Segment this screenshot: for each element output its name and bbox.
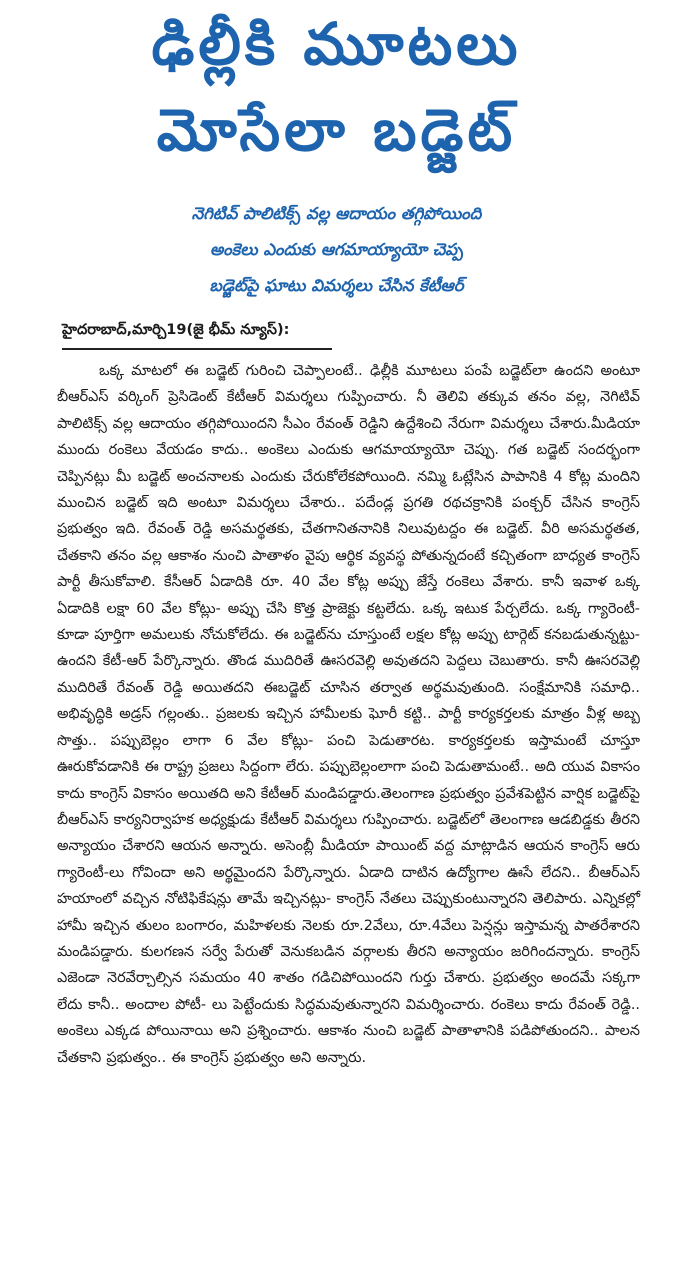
subheadline: అంకెలు ఎందుకు ఆగమాయ్యాయో చెప్ప [210,240,463,259]
dateline: హైదరాబాద్,మార్చి19(జై భీమ్ న్యూస్): [62,322,332,350]
headline-line-2: మోసేలా బడ్జెట్ [156,96,517,164]
subheadline-block [0,196,673,304]
subheadline: బడ్జెట్‌పై ఘాటు విమర్శలు చేసిన కేటీఆర్ [209,276,464,295]
article-body: ఒక్క మాటలో ఈ బడ్జెట్ గురించి చెప్పాలంటే.. ఢిల్లీకి మూటలు పంపే బడ్జెట్‌లా ఉందని అంటూ బీఆర్ఎస్ వర్కింగ్ ప్రెసిడెంట్ కేటీఆర్ విమర్శలు గుప్పించారు. నీ తెలివి తక్కువ తనం వల్ల, నెగిటివ్ పాలిటిక్స్ వల్ల ఆదాయం తగ్గిపోయిందని సీఎం రేవంత్ రెడ్డిని ఉద్దేశించి నేరుగా విమర్శలు చేశారు.మీడియా ముందు రంకెలు వేయడం కాదు.. అంకెలు ఎందుకు ఆగమాయ్యాయో చెప్పు. గత బడ్జెట్ సందర్భంగా చెప్పినట్లు మీ బడ్జెట్ అంచనాలకు ఎందుకు చేరుకోలేకపోయింది. నమ్మి ఓట్లేసిన పాపానికి 4 కోట్ల మందిని ముంచిన బడ్జెట్ ఇది అంటూ విమర్శలు చేశారు.. పదేండ్ల ప్రగతి రథచక్రానికి పంక్చర్ చేసిన కాంగ్రెస్ ప్రభుత్వం ఇది. రేవంత్ రెడ్డి అసమర్థతకు, చేతగానితనానికి నిలువుటద్దం ఈ బడ్జెట్. వీరి అసమర్థతత, చేతకాని తనం వల్ల ఆకాశం నుంచి పాతాళం వైపు ఆర్థిక వ్యవస్థ పోతున్నదంటే కచ్చితంగా బాధ్యత కాంగ్రెస్ పార్టీ తీసుకోవాలి. కేసీఆర్ ఏడాదికి రూ. 40 వేల కోట్ల అప్పు జేస్తే రంకెలు వేశారు. కానీ ఇవాళ ఒక్క ఏడాదికి లక్షా 60 వేల కోట్లు- అప్పు చేసి కొత్త ప్రాజెక్టు కట్టలేదు. ఒక్క ఇటుక పేర్చలేదు. ఒక్క గ్యారెంటీ- కూడా పూర్తిగా అమలుకు నోచుకోలేదు. ఈ బడ్జెట్‌ను చూస్తుంటే లక్షల కోట్ల అప్పు టార్గెట్ కనబడుతున్నట్టు- ఉందని కేటీ-ఆర్ పేర్కొన్నారు. తొండ ముదిరితే ఊసరవెల్లి అవుతదని పెద్దలు చెబుతారు. కానీ ఊసరవెల్లి ముదిరితే రేవంత్ రెడ్డి అయితదని ఈబడ్జెట్ చూసిన తర్వాత అర్థమవుతుంది. సంక్షేమానికి సమాధి.. అభివృద్ధికి అడ్రస్ గల్లంతు.. ప్రజలకు ఇచ్చిన హామీలకు ఘోరీ కట్టి.. పార్టీ కార్యకర్తలకు మాత్రం వీళ్ల అబ్బ సొత్తు.. పప్పుబెల్లం లాగా 6 వేల కోట్లు- పంచి పెడుతారట. కార్యకర్తలకు ఇస్తామంటే చూస్తూ ఊరుకోవడానికి ఈ రాష్ట్ర ప్రజలు సిద్దంగా లేరు. పప్పుబెల్లంలాగా పంచి పెడుతామంటే.. అది యువ వికాసం కాదు కాంగ్రెస్ వికాసం అయితది అని కేటీఆర్ మండిపడ్డారు.తెలంగాణ ప్రభుత్వం ప్రవేశపెట్టిన వార్షిక బడ్జెట్‌పై బీఆర్ఎస్ కార్యనిర్వాహక అధ్యక్షుడు కేటీఆర్ విమర్శలు గుప్పించారు. బడ్జెట్‌లో తెలంగాణ ఆడబిడ్డకు తీరని అన్యాయం చేశారని ఆయన అన్నారు. అసెంబ్లీ మీడియా పాయింట్ వద్ద మాట్లాడిన ఆయన కాంగ్రెస్ ఆరు గ్యారెంటీ-లు గోవిందా అని అర్థమైందని పేర్కొన్నారు. ఏడాది దాటిన ఉద్యోగాల ఊసే లేదని.. బీఆర్ఎస్ హయాంలో వచ్చిన నోటిఫికేషన్లు తామే ఇచ్చినట్లు- కాంగ్రెస్ నేతలు చెప్పుకుంటున్నారని తెలిపారు. ఎన్నికల్లో హామీ ఇచ్చిన తులం బంగారం, మహిళలకు నెలకు రూ.2వేలు, రూ.4వేలు పెన్షన్లు ఇస్తామన్న పాతరేశారని మండిపడ్డారు. కులగణన సర్వే పేరుతో వెనుకబడిన వర్గాలకు తీరని అన్యాయం జరిగిందన్నారు. కాంగ్రెస్ ఎజెండా నెరవేర్చాల్సిన సమయం 40 శాతం గడిచిపోయిందని గుర్తు చేశారు. ప్రభుత్వం అందమే సక్కగా లేదు కానీ.. అందాల పోటీ- లు పెట్టేందుకు సిద్ధమవుతున్నారని విమర్శించారు. రంకెలు కాదు రేవంత్ రెడ్డి.. అంకెలు ఎక్కడ పోయినాయి అని ప్రశ్నించారు. ఆకాశం నుంచి బడ్జెట్ పాతాళానికి పడిపోతుందని.. పాలన చేతకాని ప్రభుత్వం.. ఈ కాంగ్రెస్ ప్రభుత్వం అని అన్నారు. [57,363,640,1066]
headline-line-1: ఢిల్లీకి మూటలు [151,10,522,78]
subheadline: నెగిటివ్ పాలిటిక్స్ వల్ల ఆదాయం తగ్గిపోయింది [191,204,482,223]
